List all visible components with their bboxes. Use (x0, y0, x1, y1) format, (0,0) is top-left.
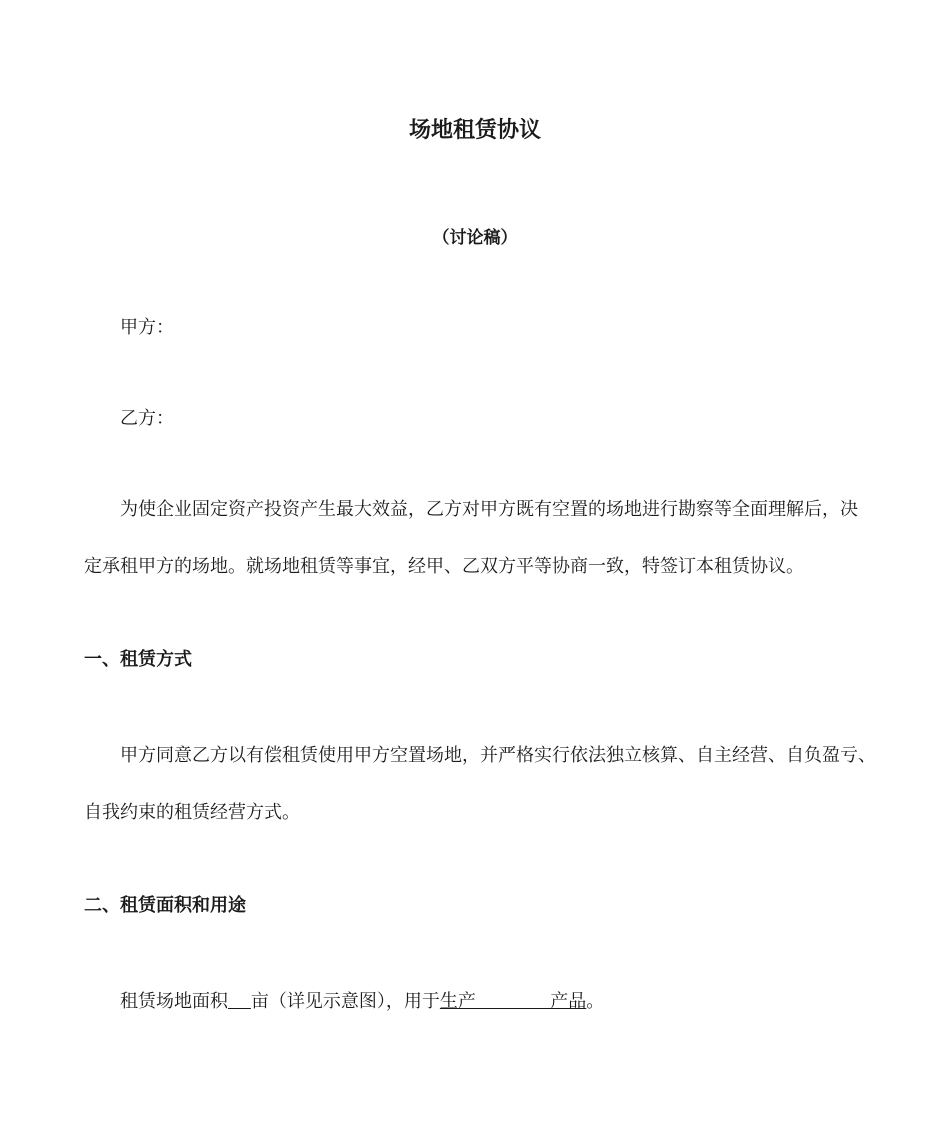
section-2-text-before: 租赁场地面积 (120, 991, 228, 1012)
section-1-line-1: 甲方同意乙方以有偿租赁使用甲方空置场地，并严格实行依法独立核算、自主经营、自负盈亏、 (120, 745, 876, 766)
party-b-label: 乙方： (120, 408, 174, 429)
preamble-line-1: 为使企业固定资产投资产生最大效益，乙方对甲方既有空置的场地进行勘察等全面理解后，决 (120, 499, 858, 520)
product-blank: 生产 产品 (439, 991, 587, 1012)
section-2-text-end: 。 (586, 991, 605, 1012)
preamble-line-2: 定承租甲方的场地。就场地租赁等事宜，经甲、乙双方平等协商一致，特签订本租赁协议。 (84, 556, 804, 577)
section-1-heading: 一、租赁方式 (84, 649, 192, 670)
section-2-heading: 二、租赁面积和用途 (84, 895, 246, 916)
party-a-label: 甲方： (120, 317, 174, 338)
document-title: 场地租赁协议 (408, 118, 541, 143)
section-2-text-unit: 亩（详见示意图），用于 (250, 991, 440, 1012)
area-blank (228, 991, 251, 1012)
document-subtitle: （讨论稿） (432, 228, 518, 248)
section-1-line-2: 自我约束的租赁经营方式。 (84, 802, 300, 823)
section-2-paragraph (120, 988, 920, 1016)
